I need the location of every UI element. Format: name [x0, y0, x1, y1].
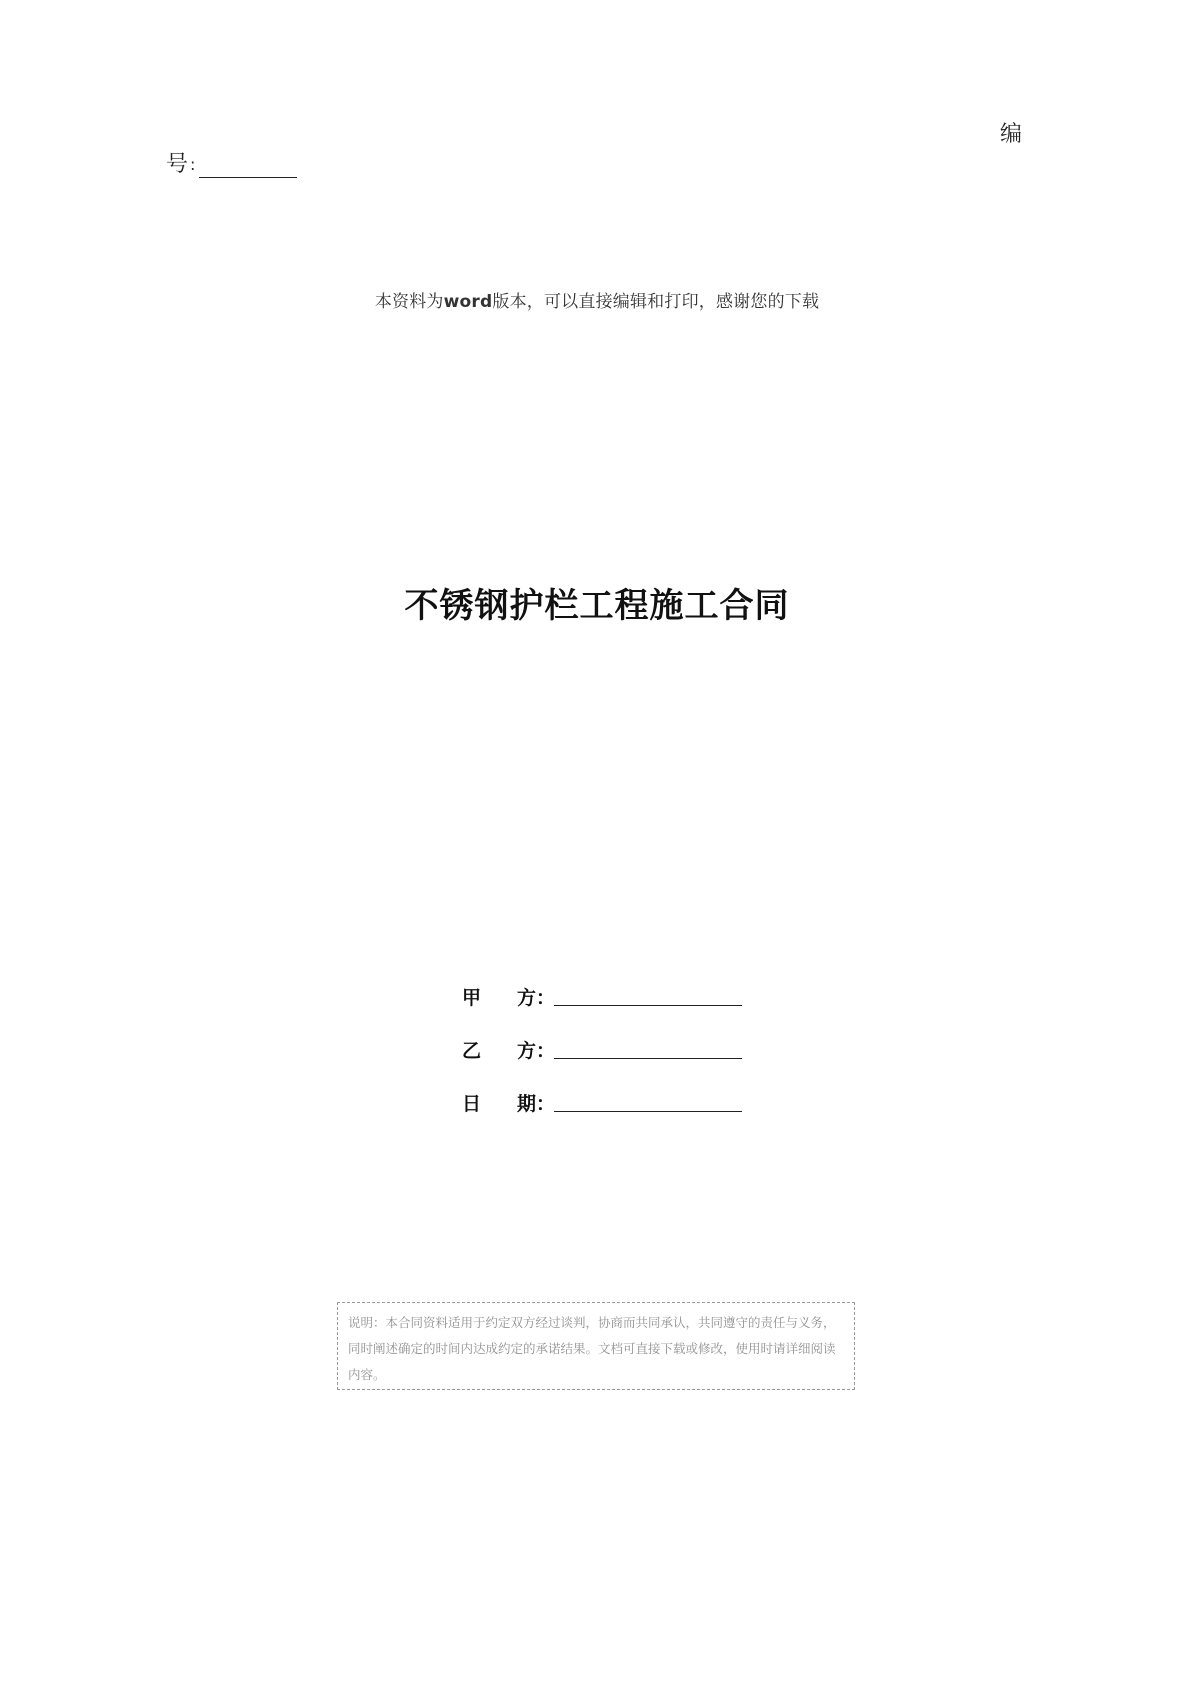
party-a-char-2: 方	[516, 987, 536, 1009]
party-a-row	[462, 976, 742, 1010]
party-b-label	[462, 1036, 536, 1063]
download-notice	[0, 287, 1194, 312]
doc-number-colon: :	[190, 155, 196, 174]
date-colon: ：	[536, 1093, 556, 1115]
doc-number-blank-line[interactable]	[199, 157, 297, 178]
description-box	[337, 1302, 855, 1390]
doc-number-field	[166, 152, 297, 178]
party-b-colon: ：	[536, 1040, 556, 1062]
party-a-blank-line[interactable]	[554, 987, 742, 1006]
date-row	[462, 1082, 742, 1116]
party-a-label	[462, 983, 536, 1010]
party-b-blank-line[interactable]	[554, 1040, 742, 1059]
party-b-char-2: 方	[516, 1040, 536, 1062]
notice-prefix: 本资料为	[374, 292, 444, 312]
doc-number-char-1: 编	[1000, 122, 1023, 147]
date-blank-line[interactable]	[554, 1093, 742, 1112]
party-b-row	[462, 1029, 742, 1063]
date-char-2: 期	[516, 1093, 536, 1115]
notice-word: word	[443, 292, 493, 312]
signature-fields	[462, 976, 742, 1135]
party-a-char-1: 甲	[462, 987, 482, 1009]
doc-number-char-2: 号	[166, 152, 189, 177]
party-b-char-1: 乙	[462, 1040, 482, 1062]
party-a-colon: ：	[536, 987, 556, 1009]
contract-title: 不锈钢护栏工程施工合同	[404, 586, 790, 626]
date-label	[462, 1089, 536, 1116]
notice-suffix: 版本，可以直接编辑和打印，感谢您的下载	[492, 292, 820, 312]
date-char-1: 日	[462, 1093, 482, 1115]
doc-number-label-start	[1000, 122, 1022, 148]
description-text: 说明：本合同资料适用于约定双方经过谈判，协商而共同承认，共同遵守的责任与义务，同时阐述确定的时间内达成约定的承诺结果。文档可直接下载或修改，使用时请详细阅读内容。	[348, 1315, 836, 1382]
